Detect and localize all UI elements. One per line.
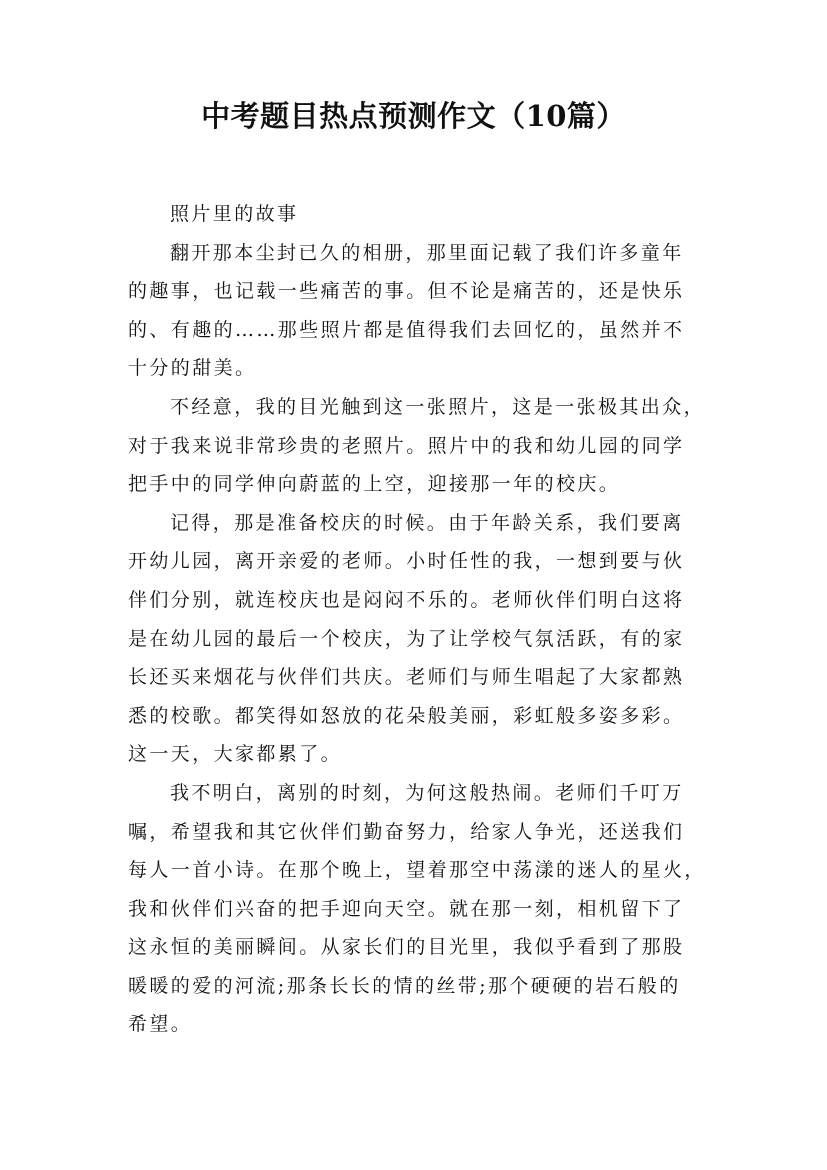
paragraph-4-line-4: 我和伙伴们兴奋的把手迎向天空。就在那一刻，相机留下了 [128,897,685,920]
paragraph-4-line-2: 嘱，希望我和其它伙伴们勤奋努力，给家人争光，还送我们 [128,820,685,843]
paragraph-1-line-4: 十分的甜美。 [128,357,257,380]
paragraph-3-line-2: 开幼儿园，离开亲爱的老师。小时任性的我，一想到要与伙 [128,550,685,573]
paragraph-1-line-3: 的、有趣的……那些照片都是值得我们去回忆的，虽然并不 [128,318,685,341]
document-body [128,195,718,1044]
paragraph-3-line-1: 记得，那是准备校庆的时候。由于年龄关系，我们要离 [170,511,684,534]
paragraph-1-line-1: 翻开那本尘封已久的相册，那里面记载了我们许多童年 [170,241,684,264]
paragraph-4-line-6: 暖暖的爱的河流;那条长长的情的丝带;那个硬硬的岩石般的 [128,974,681,997]
paragraph-4-line-1: 我不明白，离别的时刻，为何这般热闹。老师们千叮万 [170,781,684,804]
paragraph-4-line-3: 每人一首小诗。在那个晚上，望着那空中荡漾的迷人的星火， [128,859,706,882]
paragraph-2-line-3: 把手中的同学伸向蔚蓝的上空，迎接那一年的校庆。 [128,473,621,496]
document-title: 中考题目热点预测作文（10篇） [201,99,626,133]
paragraph-3-line-7: 这一天，大家都累了。 [128,743,343,766]
essay-subtitle: 照片里的故事 [170,203,299,225]
paragraph-4-line-7: 希望。 [128,1013,193,1036]
paragraph-3-line-3: 伴们分别，就连校庆也是闷闷不乐的。老师伙伴们明白这将 [128,588,685,611]
paragraph-1-line-2: 的趣事，也记载一些痛苦的事。但不论是痛苦的，还是快乐 [128,280,685,303]
paragraph-3-line-5: 长还买来烟花与伙伴们共庆。老师们与师生唱起了大家都熟 [128,666,685,689]
paragraph-3-line-4: 是在幼儿园的最后一个校庆，为了让学校气氛活跃，有的家 [128,627,685,650]
paragraph-2-line-2: 对于我来说非常珍贵的老照片。照片中的我和幼儿园的同学 [128,434,685,457]
paragraph-3-line-6: 悉的校歌。都笑得如怒放的花朵般美丽，彩虹般多姿多彩。 [128,704,685,727]
paragraph-4-line-5: 这永恒的美丽瞬间。从家长们的目光里，我似乎看到了那股 [128,936,685,959]
paragraph-2-line-1: 不经意，我的目光触到这一张照片，这是一张极其出众， [170,395,706,418]
